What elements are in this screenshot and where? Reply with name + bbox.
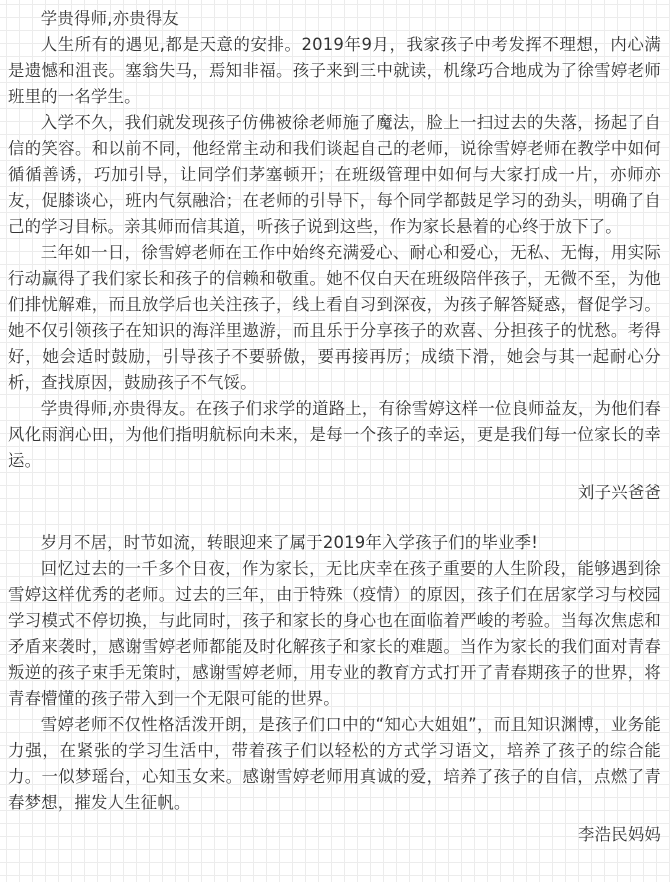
letter-paragraph: 回忆过去的一千多个日夜，作为家长，无比庆幸在孩子重要的人生阶段，能够遇到徐雪婷这样优秀的老师。过去的三年，由于特殊（疫情）的原因，孩子们在居家学习与校园学习模式不停切换，与此同时，孩子和家长的身心也在面临着严峻的考验。当每次焦虑和矛盾来袭时，感谢雪婷老师都能及时化解孩子和家长的难题。当作为家长的我们面对青春叛逆的孩子束手无策时，感谢雪婷老师，用专业的教育方式打开了青春期孩子的世界，将青春懵懂的孩子带入到一个无限可能的世界。 xyxy=(8,559,661,708)
letter-from-liu-zixing-father xyxy=(8,6,661,506)
letter-paragraph: 学贵得师,亦贵得友。在孩子们求学的道路上，有徐雪婷这样一位良师益友，为他们春风化雨润心田，为他们指明航标向未来，是每一个孩子的幸运，更是我们每一位家长的幸运。 xyxy=(8,399,661,470)
letter-title: 学贵得师,亦贵得友 xyxy=(40,9,179,28)
letter-paragraph: 雪婷老师不仅性格活泼开朗，是孩子们口中的“知心大姐姐”，而且知识渊博，业务能力强，在紧张的学习生活中，带着孩子们以轻松的方式学习语文，培养了孩子的综合能力。一似梦瑶台，心知玉女来。感谢雪婷老师用真诚的爱，培养了孩子的自信，点燃了青春梦想，摧发人生征帆。 xyxy=(8,715,661,812)
letter-signature: 李浩民妈妈 xyxy=(578,825,661,844)
letter-paragraph: 岁月不居，时节如流，转眼迎来了属于2019年入学孩子们的毕业季! xyxy=(40,533,539,552)
letter-paragraph: 入学不久，我们就发现孩子仿佛被徐老师施了魔法，脸上一扫过去的失落，扬起了自信的笑容。和以前不同，他经常主动和我们谈起自己的老师，说徐雪婷老师在教学中如何循循善诱，巧加引导，让同学们茅塞顿开；在班级管理中如何与大家打成一片，亦师亦友，促膝谈心，班内气氛融洽；在老师的引导下，每个同学都鼓足学习的劲头，明确了自己的学习目标。亲其师而信其道，听孩子说到这些，作为家长悬着的心终于放下了。 xyxy=(8,113,661,236)
section-divider-space xyxy=(8,506,661,530)
letter-paragraph: 人生所有的遇见,都是天意的安排。2019年9月，我家孩子中考发挥不理想，内心满是遗憾和沮丧。塞翁失马，焉知非福。孩子来到三中就读，机缘巧合地成为了徐雪婷老师班里的一名学生。 xyxy=(8,35,661,106)
letter-from-li-haomin-mother xyxy=(8,530,661,848)
letter-paragraph: 三年如一日，徐雪婷老师在工作中始终充满爱心、耐心和爱心，无私、无悔，用实际行动赢得了我们家长和孩子的信赖和敬重。她不仅白天在班级陪伴孩子，无微不至，为他们排忧解难，而且放学后也关注孩子，线上看自习到深夜，为孩子解答疑惑，督促学习。她不仅引领孩子在知识的海洋里遨游，而且乐于分享孩子的欢喜、分担孩子的忧愁。考得好，她会适时鼓励，引导孩子不要骄傲，要再接再厉；成绩下滑，她会与其一起耐心分析，查找原因，鼓励孩子不气馁。 xyxy=(8,243,661,392)
letter-signature: 刘子兴爸爸 xyxy=(578,483,661,502)
